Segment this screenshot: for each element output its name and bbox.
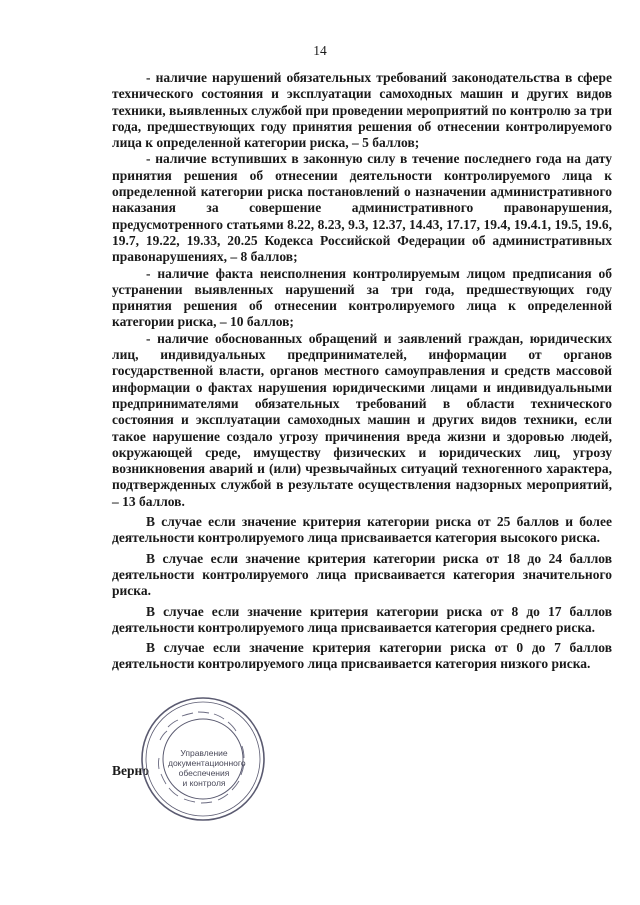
paragraph-criterion-4: - наличие обоснованных обращений и заявлений граждан, юридических лиц, индивидуальных предпринимателей, информации от органов государственной власти, органов местного самоуправления и средств массовой информации о фактах нарушения юридическими лицами и индивидуальными предпринимателями обязательных требований в области технического состояния и эксплуатации самоходных машин и других видов техники, если такое нарушение создало угрозу причинения вреда жизни и здоровью людей, окружающей среде, имуществу физических и юридических лиц, угрозу возникновения аварий и (или) чрезвычайных ситуаций техногенного характера, подтвержденных службой в результате осуществления надзорных мероприятий, – 13 баллов. xyxy=(112,330,612,509)
stamp-line: и контроля xyxy=(182,778,226,788)
paragraph-significant-risk: В случае если значение критерия категории риска от 18 до 24 баллов деятельности контролируемого лица присваивается категория значительного риска. xyxy=(112,550,612,599)
paragraph-criterion-2: - наличие вступивших в законную силу в течение последнего года на дату принятия решения об отнесении деятельности контролируемого лица к определенной категории риска постановлений о назначении административного наказания за совершение административного правонарушения, предусмотренного статьями 8.22, 8.23, 9.3, 12.37, 14.43, 17.17, 19.4, 19.4.1, 19.5, 19.6, 19.7, 19.22, 19.33, 20.25 Кодекса Российской Федерации об административных правонарушениях, – 8 баллов; xyxy=(112,151,612,265)
stamp-line: документационного xyxy=(168,758,246,768)
paragraph-criterion-3: - наличие факта неисполнения контролируемым лицом предписания об устранении выявленных нарушений за три года, предшествующих году принятия решения об отнесении контролируемого лица к определенной категории риска, – 10 баллов; xyxy=(112,265,612,330)
stamp-inner-text xyxy=(168,748,246,788)
verno-label: Верно xyxy=(112,763,150,778)
page-number: 14 xyxy=(313,43,327,58)
stamp-line: обеспечения xyxy=(178,768,230,778)
document-body xyxy=(112,70,612,673)
stamp-line: Управление xyxy=(180,748,228,758)
paragraph-criterion-1: - наличие нарушений обязательных требований законодательства в сфере технического состояния и эксплуатации самоходных машин и других видов техники, выявленных службой при проведении мероприятий по контролю за три года, предшествующих году принятия решения об отнесении контролируемого лица к определенной категории риска, – 5 баллов; xyxy=(112,70,612,151)
paragraph-medium-risk: В случае если значение критерия категории риска от 8 до 17 баллов деятельности контролируемого лица присваивается категория среднего риска. xyxy=(112,603,612,635)
paragraph-low-risk: В случае если значение критерия категории риска от 0 до 7 баллов деятельности контролируемого лица присваивается категория низкого риска. xyxy=(112,640,612,672)
paragraph-high-risk: В случае если значение критерия категории риска от 25 баллов и более деятельности контролируемого лица присваивается категория высокого риска. xyxy=(112,514,612,546)
